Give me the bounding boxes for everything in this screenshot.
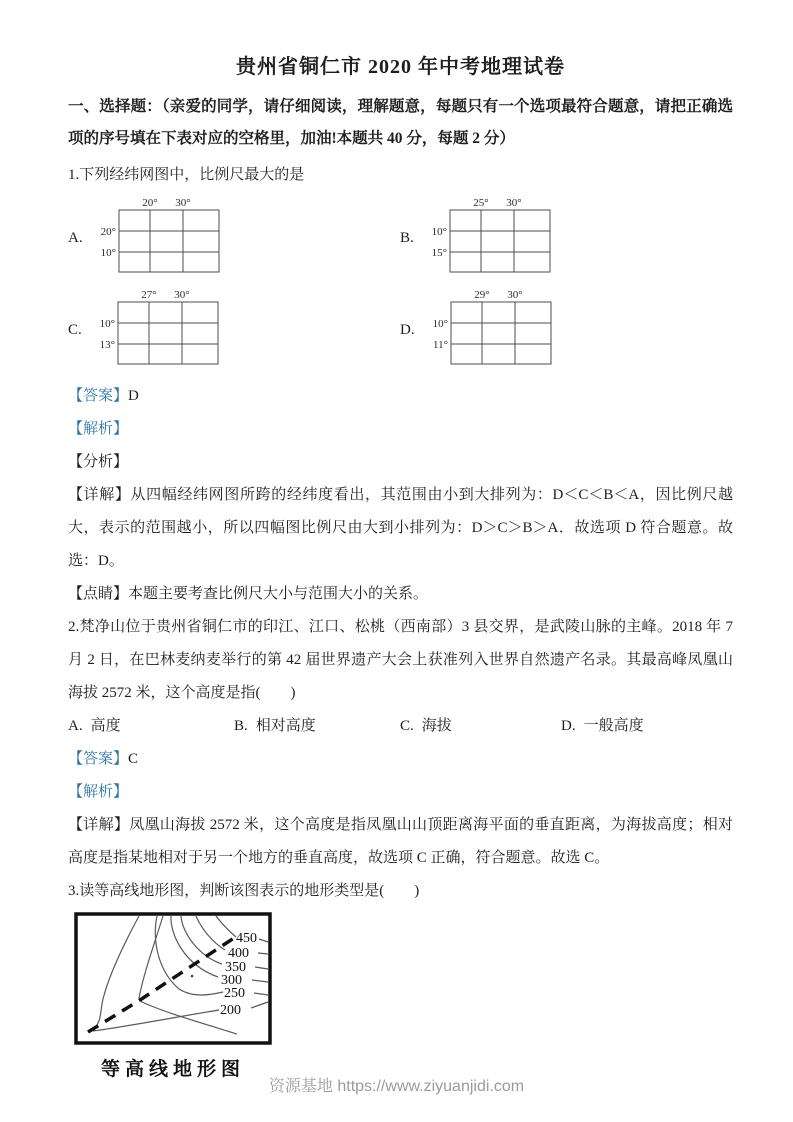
option-letter: C.	[68, 322, 82, 339]
lat-label: 10°	[99, 317, 115, 330]
question-2-text: 2.梵净山位于贵州省铜仁市的印江、江口、松桃（西南部）3 县交界，是武陵山脉的主峰。2018 年 7 月 2 日，在巴林麦纳麦举行的第 42 届世界遗产大会上获准列入世界自然遗产名录。其最高峰凤凰山海拔 2572 米，这个高度是指( )	[68, 618, 733, 701]
contour-label-250: 250	[224, 985, 245, 1001]
latlon-grid-d	[427, 288, 567, 368]
latlon-grid-a	[95, 196, 235, 276]
option-d	[561, 710, 644, 743]
lat-label: 10°	[431, 225, 447, 238]
grid-option-c	[68, 288, 400, 368]
q1-jiexi-line	[68, 413, 733, 446]
question-2-options	[68, 710, 733, 743]
jiexi-label: 【解析】	[68, 783, 129, 800]
option-letter: A.	[68, 230, 83, 247]
latlon-grid-c	[94, 288, 234, 368]
contour-label-350: 350	[225, 959, 246, 975]
question-3-text: 3.读等高线地形图，判断该图表示的地形类型是( )	[68, 882, 420, 899]
contour-map-svg	[74, 912, 272, 1045]
answer-label: 【答案】	[68, 750, 129, 767]
q1-detail	[68, 479, 733, 578]
lat-label: 11°	[432, 338, 448, 351]
lon-label: 30°	[174, 288, 190, 301]
lon-label: 20°	[141, 196, 158, 209]
contour-label-200: 200	[220, 1002, 241, 1018]
lat-label: 20°	[100, 225, 116, 238]
fenxi-label: 【分析】	[68, 453, 129, 470]
page-title: 贵州省铜仁市 2020 年中考地理试卷	[236, 56, 565, 78]
page-footer	[0, 1073, 793, 1096]
lat-label: 10°	[100, 246, 116, 259]
dianjing-label: 【点睛】	[68, 585, 129, 602]
detail-label: 【详解】	[68, 816, 130, 833]
jiexi-label: 【解析】	[68, 420, 129, 437]
q2-answer-line	[68, 743, 733, 776]
q1-dianjing	[68, 578, 733, 611]
contour-figure	[74, 912, 272, 1081]
q1-fenxi-line	[68, 446, 733, 479]
latlon-grid-b	[426, 196, 566, 276]
option-key: D.	[561, 717, 576, 734]
figure-caption: 等高线地形图	[100, 1058, 245, 1080]
map-dot	[191, 974, 194, 977]
lon-label: 30°	[174, 196, 191, 209]
option-label: 一般高度	[583, 717, 644, 734]
contour-label-450: 450	[236, 930, 257, 946]
option-key: A.	[68, 717, 83, 734]
lon-label: 29°	[473, 288, 490, 301]
lat-label: 13°	[99, 338, 115, 351]
contour-label-400: 400	[228, 945, 249, 961]
option-a	[68, 710, 234, 743]
grid-option-b	[400, 196, 732, 276]
option-label: 高度	[90, 717, 121, 734]
option-c	[400, 710, 561, 743]
option-letter: B.	[400, 230, 414, 247]
lon-label: 27°	[141, 288, 157, 301]
contour-label-300: 300	[221, 972, 242, 988]
answer-label: 【答案】	[68, 387, 129, 404]
answer-value: C	[128, 750, 139, 767]
question-1-text: 1.下列经纬网图中，比例尺最大的是	[68, 166, 305, 183]
grid-option-a	[68, 196, 400, 276]
option-label: 海拔	[421, 717, 452, 734]
dianjing-text: 本题主要考查比例尺大小与范围大小的关系。	[128, 585, 429, 602]
lon-label: 30°	[506, 288, 523, 301]
option-letter: D.	[400, 322, 415, 339]
grid-row-1	[68, 196, 733, 276]
lat-label: 10°	[432, 317, 448, 330]
footer-credit-link[interactable]: 资源基地 https://www.ziyuanjidi.com	[268, 1078, 525, 1095]
lon-label: 25°	[473, 196, 489, 209]
question-1-figures	[68, 196, 733, 368]
option-label: 相对高度	[255, 717, 316, 734]
grid-option-d	[400, 288, 732, 368]
q2-detail	[68, 809, 733, 875]
grid-row-2	[68, 288, 733, 368]
lat-label: 15°	[431, 246, 447, 259]
option-key: B.	[234, 717, 248, 734]
detail-text: 凤凰山海拔 2572 米，这个高度是指凤凰山山顶距离海平面的垂直距离，为海拔高度；相对高度是指某地相对于另一个地方的垂直高度，故选项 C 正确，符合题意。故选 C。	[68, 816, 733, 866]
option-b	[234, 710, 400, 743]
detail-label: 【详解】	[68, 486, 131, 503]
q1-answer-line	[68, 380, 733, 413]
lon-label: 30°	[506, 196, 522, 209]
detail-text: 从四幅经纬网图所跨的经纬度看出，其范围由小到大排列为：D＜C＜B＜A，因比例尺越大，表示的范围越小，所以四幅图比例尺由大到小排列为：D＞C＞B＞A．故选项 D 符合题意。故选：D。	[68, 486, 733, 569]
q2-jiexi-line	[68, 776, 733, 809]
answer-value: D	[128, 387, 139, 404]
section-instructions: 一、选择题：（亲爱的同学，请仔细阅读，理解题意，每题只有一个选项最符合题意，请把正确选项的序号填在下表对应的空格里，加油!本题共 40 分，每题 2 分）	[68, 98, 733, 147]
option-key: C.	[400, 717, 414, 734]
